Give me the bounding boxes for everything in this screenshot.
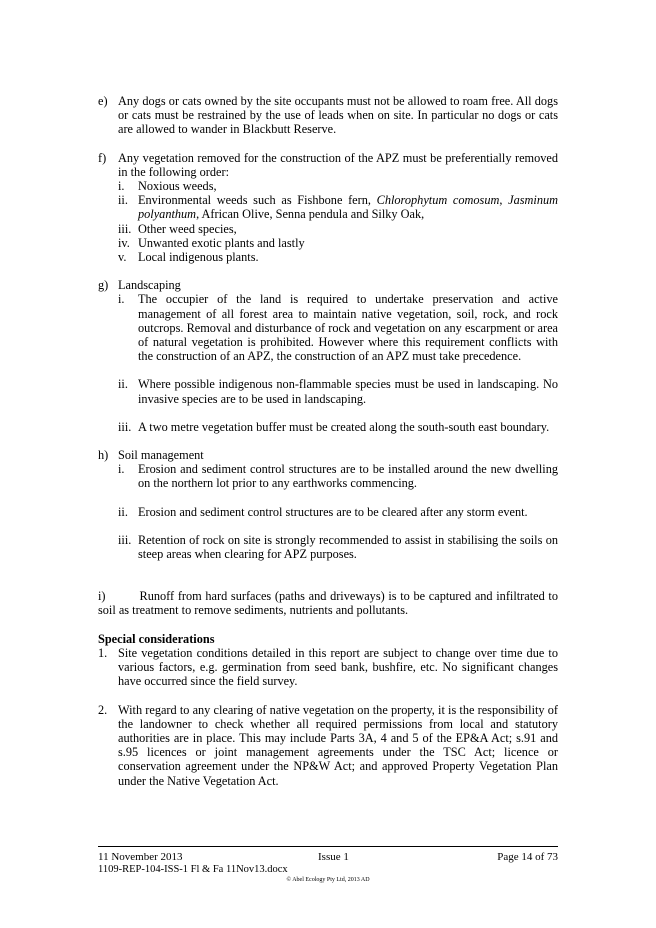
list-text: Retention of rock on site is strongly recommended to assist in stabilising the soils on steep areas when clearing for APZ purposes.: [138, 532, 558, 562]
list-text: Erosion and sediment control structures are to be installed around the new dwelling on the northern lot prior to any earthworks commencing.: [138, 462, 558, 491]
list-text-post: , African Olive, Senna pendula and Silky Oak,: [196, 207, 425, 222]
list-number: i.: [118, 292, 125, 307]
list-item: [118, 420, 558, 434]
footer-copyright: © Abel Ecology Pty Ltd, 2013 AD: [286, 877, 370, 883]
footer-date: 11 November 2013: [98, 851, 183, 863]
list-number: i.: [118, 462, 125, 477]
section-heading: Special considerations: [98, 631, 215, 646]
list-number: iv.: [118, 235, 130, 250]
list-number: ii.: [118, 377, 128, 392]
list-number: ii.: [118, 193, 128, 208]
clause-title: Soil management: [118, 448, 204, 463]
species-name: Chlorophytum comosum: [376, 193, 500, 208]
clause-label: g): [98, 278, 109, 293]
list-item: [118, 179, 558, 193]
list-number: ii.: [118, 504, 128, 519]
page-footer: [98, 846, 558, 884]
list-text: The occupier of the land is required to undertake preservation and active management of all forest area to maintain native vegetation, soil, rock, and rock outcrops. Removal and disturbance of rock and vegetation on any escarpment or area of natural vegetation is prohibited. However where this requirement conflicts with the construction of an APZ, the construction of an APZ must take precedence.: [138, 292, 558, 364]
clause-label: e): [98, 94, 108, 108]
list-item: [118, 377, 558, 405]
list-text: Where possible indigenous non-flammable species must be used in landscaping. No invasive species are to be used in landscaping.: [138, 377, 558, 406]
numbered-item: [98, 646, 558, 689]
footer-issue: Issue 1: [318, 851, 349, 863]
list-text: A two metre vegetation buffer must be created along the south-south east boundary.: [138, 419, 550, 434]
list-text: Local indigenous plants.: [138, 250, 259, 265]
list-item: [118, 533, 558, 561]
list-text: Noxious weeds,: [138, 179, 217, 194]
list-item: [118, 462, 558, 490]
species-name: Jasminum polyanthum: [138, 193, 558, 222]
list-item: [118, 193, 558, 221]
clause-label: f): [98, 150, 107, 165]
list-text: Erosion and sediment control structures are to be cleared after any storm event.: [138, 504, 528, 519]
footer-page-number: Page 14 of 73: [497, 851, 558, 863]
list-number: i.: [118, 179, 125, 194]
item-text: Site vegetation conditions detailed in this report are subject to change over time due to various factors, e.g. germination from seed bank, bushfire, etc. No significant changes have occurred since the field survey.: [118, 645, 558, 689]
footer-document-reference: 1109-REP-104-ISS-1 Fl & Fa 11Nov13.docx: [98, 864, 288, 875]
clause-label: i): [98, 589, 106, 604]
clause-h: [98, 448, 558, 561]
page-content: [98, 94, 558, 788]
list-number: iii.: [118, 221, 132, 236]
item-number: 1.: [98, 645, 108, 660]
clause-g: [98, 278, 558, 434]
clause-text: Runoff from hard surfaces (paths and driveways) is to be captured and infiltrated to soil as treatment to remove sediments, nutrients and pollutants.: [98, 589, 558, 618]
clause-text: Any dogs or cats owned by the site occupants must not be allowed to roam free. All dogs or cats must be restrained by the use of leads when on site. In particular no dogs or cats are allowed to wander in Blackbutt Reserve.: [118, 94, 558, 137]
list-text-pre: Environmental weeds such as Fishbone fern,: [138, 193, 377, 208]
clause-e: [98, 94, 558, 137]
list-item: [118, 250, 558, 264]
clause-label: h): [98, 448, 109, 463]
list-text: Other weed species,: [138, 221, 237, 236]
list-item: [118, 505, 558, 519]
list-number: v.: [118, 250, 127, 265]
list-text-mid: ,: [499, 193, 509, 208]
list-number: iii.: [118, 532, 132, 547]
list-item: [118, 222, 558, 236]
item-text: With regard to any clearing of native vegetation on the property, it is the responsibility of the landowner to check whether all required permissions from local and statutory authorities are in place. This may include Parts 3A, 4 and 5 of the EP&A Act; s.91 and s.95 licences or joint management agreements under the TSC Act; licence or conservation agreement under the NP&W Act; and approved Property Vegetation Plan under the Native Vegetation Act.: [118, 702, 558, 788]
clause-f: [98, 151, 558, 265]
item-number: 2.: [98, 702, 108, 717]
clause-title: Landscaping: [118, 278, 181, 293]
numbered-item: [98, 703, 558, 788]
list-item: [118, 292, 558, 363]
list-text: Unwanted exotic plants and lastly: [138, 235, 305, 250]
list-number: iii.: [118, 419, 132, 434]
clause-intro: Any vegetation removed for the construction of the APZ must be preferentially removed in the following order:: [118, 150, 558, 179]
clause-i: [98, 589, 558, 617]
list-item: [118, 236, 558, 250]
